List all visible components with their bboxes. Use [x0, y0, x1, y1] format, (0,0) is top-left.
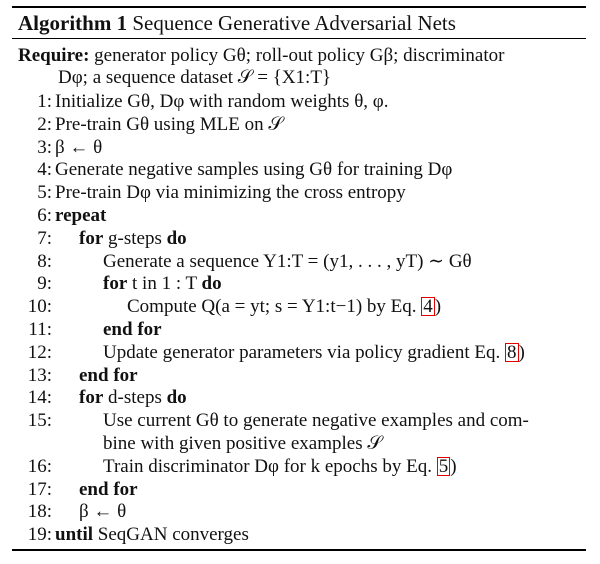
line-text — [79, 365, 138, 388]
keyword: end for — [103, 318, 162, 340]
statement-text: Pre-train Gθ using MLE on 𝒮 — [55, 113, 284, 135]
line-number: 7: — [37, 227, 52, 249]
keyword: do — [166, 387, 187, 409]
line-text — [103, 342, 525, 365]
line-text — [103, 433, 382, 456]
line-text — [103, 251, 472, 274]
line-number: 5: — [37, 182, 52, 204]
keyword: for — [79, 227, 104, 249]
algorithm-steps — [12, 91, 586, 547]
line-number: 17: — [27, 478, 52, 500]
algorithm-line — [12, 159, 586, 182]
algorithm-line — [12, 342, 586, 365]
keyword: end for — [79, 478, 138, 500]
statement-text: bine with given positive examples 𝒮 — [103, 432, 383, 454]
statement-text: Pre-train Dφ via minimizing the cross entropy — [55, 182, 406, 204]
algorithm-line — [12, 296, 586, 319]
algorithm-line — [12, 137, 586, 160]
line-text — [79, 479, 138, 502]
line-number: 13: — [27, 364, 52, 386]
line-number: 14: — [27, 387, 52, 409]
line-number: 12: — [27, 341, 52, 363]
algorithm-line — [12, 273, 586, 296]
require-block — [12, 39, 586, 91]
keyword: until — [55, 524, 94, 546]
line-number: 6: — [37, 204, 52, 226]
algorithm-box — [12, 6, 586, 547]
line-text — [79, 228, 187, 251]
algorithm-line — [12, 501, 586, 524]
keyword: repeat — [55, 204, 107, 226]
line-number: 1: — [37, 91, 52, 112]
statement-text: Compute Q(a = yt; s = Y1:t−1) by Eq. — [127, 296, 422, 318]
line-text — [55, 182, 406, 205]
closing-paren: ) — [518, 341, 525, 363]
line-number: 15: — [27, 410, 52, 432]
statement-text: Generate a sequence Y1:T = (y1, . . . , yT) ∼ Gθ — [103, 250, 472, 272]
line-text — [55, 205, 106, 228]
line-number: 19: — [27, 524, 52, 546]
statement-text: d-steps — [103, 387, 167, 409]
line-number: 3: — [37, 136, 52, 158]
line-text — [55, 159, 452, 182]
algorithm-name: Sequence Generative Adversarial Nets — [132, 11, 456, 35]
algorithm-line — [12, 205, 586, 228]
line-text — [127, 296, 441, 319]
statement-text: β ← θ — [79, 501, 127, 523]
algorithm-line — [12, 433, 586, 456]
line-number: 16: — [27, 455, 52, 477]
line-number: 4: — [37, 159, 52, 181]
line-number: 8: — [37, 250, 52, 272]
require-keyword: Require: — [18, 45, 90, 66]
equation-reference-link[interactable]: 8 — [507, 341, 517, 363]
keyword: for — [103, 273, 128, 295]
line-number: 2: — [37, 113, 52, 135]
statement-text: Initialize Gθ, Dφ with random weights θ, φ. — [55, 91, 389, 112]
line-text — [55, 137, 102, 160]
line-text — [79, 387, 187, 410]
algorithm-line — [12, 456, 586, 479]
algorithm-line — [12, 91, 586, 114]
line-number: 18: — [27, 501, 52, 523]
line-text — [103, 410, 529, 433]
algorithm-line — [12, 387, 586, 410]
algorithm-title — [12, 8, 586, 38]
require-line-2: Dφ; a sequence dataset 𝒮 = {X1:T} — [58, 67, 332, 88]
closing-paren: ) — [450, 455, 457, 477]
keyword: do — [201, 273, 222, 295]
algorithm-line — [12, 251, 586, 274]
require-line-1: generator policy Gθ; roll-out policy Gβ; discriminator — [94, 45, 505, 66]
keyword: end for — [79, 364, 138, 386]
line-number: 10: — [27, 296, 52, 318]
equation-reference-link[interactable]: 4 — [423, 296, 433, 318]
statement-text: g-steps — [103, 227, 167, 249]
statement-text: Generate negative samples using Gθ for training Dφ — [55, 159, 453, 181]
statement-text: Update generator parameters via policy gradient Eq. — [103, 341, 505, 363]
keyword: do — [166, 227, 187, 249]
statement-text: Use current Gθ to generate negative examples and com- — [103, 410, 529, 432]
statement-text: t in 1 : T — [127, 273, 202, 295]
algorithm-line — [12, 228, 586, 251]
line-text — [79, 501, 126, 524]
algorithm-line — [12, 479, 586, 502]
line-number: 9: — [37, 273, 52, 295]
closing-paren: ) — [434, 296, 442, 318]
algorithm-line — [12, 410, 586, 433]
line-text — [103, 456, 457, 479]
algorithm-line — [12, 524, 586, 547]
keyword: for — [79, 387, 104, 409]
equation-reference-link[interactable]: 5 — [438, 455, 449, 477]
statement-text: β ← θ — [55, 136, 103, 158]
algorithm-line — [12, 319, 586, 342]
line-text — [55, 91, 389, 114]
line-text — [55, 114, 283, 137]
statement-text: SeqGAN converges — [93, 524, 249, 546]
algorithm-line — [12, 182, 586, 205]
algorithm-label: Algorithm 1 — [18, 11, 128, 35]
statement-text: Train discriminator Dφ for k epochs by Eq. — [103, 455, 437, 477]
algorithm-line — [12, 365, 586, 388]
line-text — [103, 319, 162, 342]
bottom-rule — [12, 549, 586, 551]
line-text — [103, 273, 222, 296]
line-number: 11: — [28, 318, 52, 340]
algorithm-line — [12, 114, 586, 137]
line-text — [55, 524, 249, 547]
